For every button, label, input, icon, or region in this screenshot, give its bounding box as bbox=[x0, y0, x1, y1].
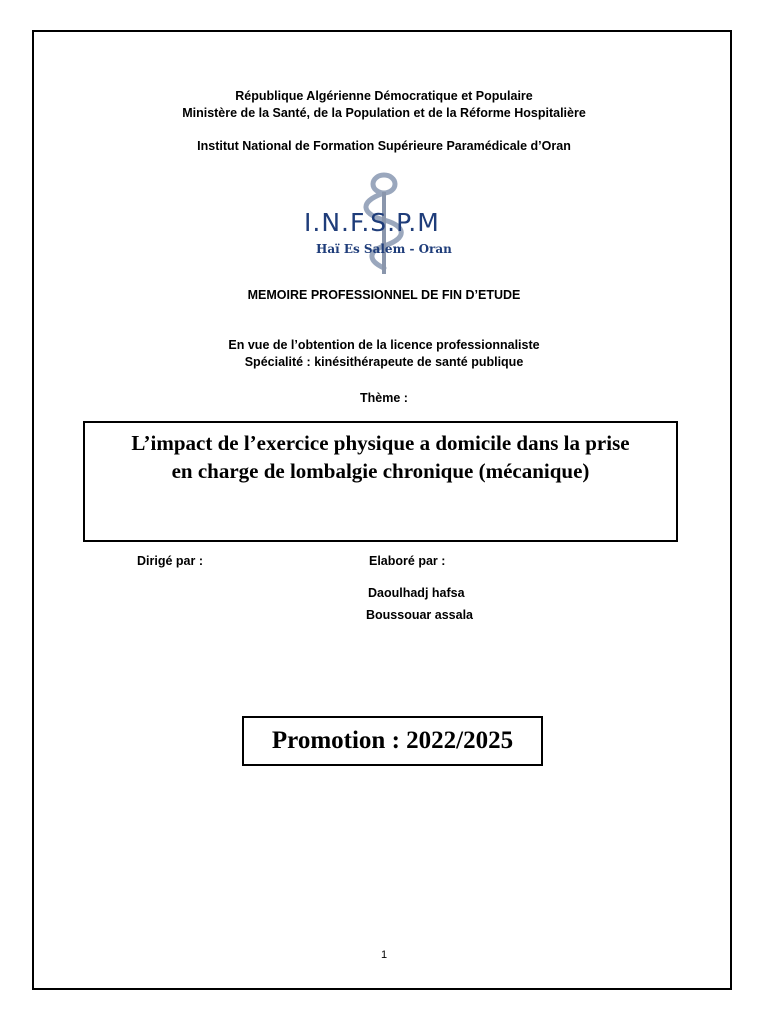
directed-by-label: Dirigé par : bbox=[137, 554, 203, 568]
author-name: Boussouar assala bbox=[366, 608, 473, 622]
promotion-box bbox=[242, 716, 543, 766]
promotion-text: Promotion : 2022/2025 bbox=[271, 727, 514, 754]
page-number: 1 bbox=[380, 949, 388, 961]
logo-acronym: I.N.F.S.P.M bbox=[304, 208, 440, 237]
theme-title-line-2: en charge de lombalgie chronique (mécanique) bbox=[171, 459, 590, 483]
authored-by-label: Elaboré par : bbox=[369, 554, 446, 568]
logo-subtitle: Haï Es Salem - Oran bbox=[316, 242, 452, 256]
republic-heading: République Algérienne Démocratique et Populaire bbox=[235, 89, 533, 103]
specialty: Spécialité : kinésithérapeute de santé publique bbox=[244, 355, 524, 369]
document-type: MEMOIRE PROFESSIONNEL DE FIN D’ETUDE bbox=[247, 288, 521, 302]
theme-label: Thème : bbox=[360, 391, 408, 405]
degree-purpose: En vue de l’obtention de la licence professionnaliste bbox=[228, 338, 540, 352]
theme-title-line-1: L’impact de l’exercice physique a domicile dans la prise bbox=[131, 431, 630, 455]
ministry-heading: Ministère de la Santé, de la Population et de la Réforme Hospitalière bbox=[182, 106, 586, 120]
author-name: Daoulhadj hafsa bbox=[368, 586, 465, 600]
institute-heading: Institut National de Formation Supérieure Paramédicale d’Oran bbox=[197, 139, 571, 153]
theme-box bbox=[83, 421, 678, 542]
institute-logo bbox=[300, 172, 470, 276]
theme-title bbox=[85, 429, 676, 485]
